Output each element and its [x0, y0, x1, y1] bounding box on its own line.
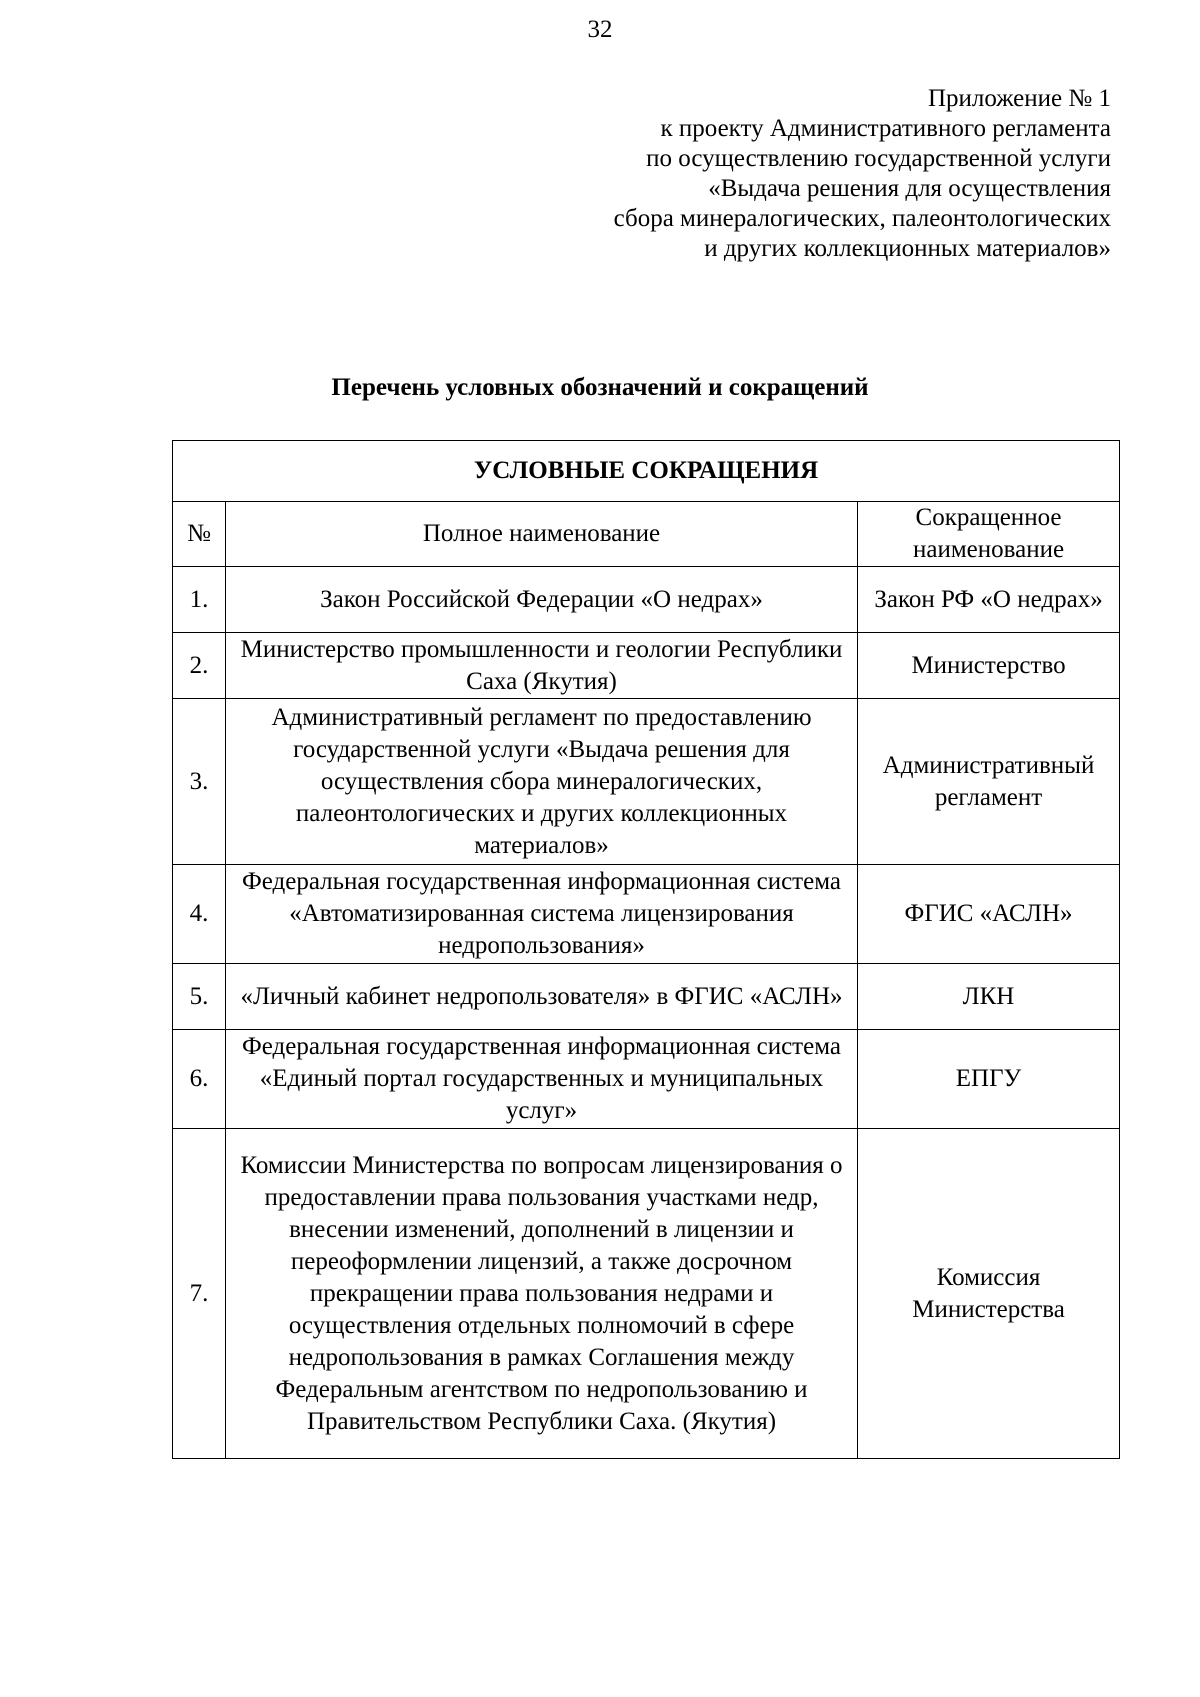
appendix-line: «Выдача решения для осуществления: [708, 175, 1111, 202]
row-num: 5.: [173, 964, 226, 1030]
appendix-line: и других коллекционных материалов»: [704, 235, 1111, 262]
table-row: [173, 633, 1120, 699]
appendix-line: к проекту Административного регламента: [660, 115, 1111, 142]
appendix-line: сбора минералогических, палеонтологических: [613, 205, 1111, 232]
row-short-name: Закон РФ «О недрах»: [858, 567, 1120, 633]
row-full-name: Закон Российской Федерации «О недрах»: [226, 567, 858, 633]
list-title: Перечень условных обозначений и сокращений: [331, 374, 869, 401]
table-row: [173, 1030, 1120, 1129]
header-short-name: Сокращенное наименование: [858, 502, 1120, 567]
header-num: №: [173, 502, 226, 567]
row-full-name: Федеральная государственная информационная система «Автоматизированная система лицензирования недропользования»: [226, 865, 858, 964]
table-row: [173, 865, 1120, 964]
page-number: 32: [587, 16, 613, 43]
table-row: [173, 964, 1120, 1030]
row-full-name: Комиссии Министерства по вопросам лицензирования о предоставлении права пользования участками недр, внесении изменений, дополнений в лицензии и переоформлении лицензий, а также досрочном прекращении права пользования недрами и осуществления отдельных полномочий в сфере недропользования в рамках Соглашения между Федеральным агентством по недропользованию и Правительством Республики Саха. (Якутия): [226, 1129, 858, 1459]
row-full-name: Федеральная государственная информационная система «Единый портал государственных и муниципальных услуг»: [226, 1030, 858, 1129]
table-row: [173, 567, 1120, 633]
row-num: 1.: [173, 567, 226, 633]
row-short-name: ЕПГУ: [858, 1030, 1120, 1129]
table-header-row: [173, 502, 1120, 567]
table-caption: УСЛОВНЫЕ СОКРАЩЕНИЯ: [173, 441, 1120, 502]
appendix-line: по осуществлению государственной услуги: [646, 145, 1111, 172]
row-short-name: ФГИС «АСЛН»: [858, 865, 1120, 964]
table-caption-row: [173, 441, 1120, 502]
row-short-name: Комиссия Министерства: [858, 1129, 1120, 1459]
row-num: 6.: [173, 1030, 226, 1129]
row-num: 7.: [173, 1129, 226, 1459]
table-row: [173, 1129, 1120, 1459]
row-num: 3.: [173, 699, 226, 865]
appendix-header: [391, 84, 1111, 264]
table-row: [173, 699, 1120, 865]
row-full-name: «Личный кабинет недропользователя» в ФГИС «АСЛН»: [226, 964, 858, 1030]
row-short-name: Министерство: [858, 633, 1120, 699]
row-short-name: ЛКН: [858, 964, 1120, 1030]
row-num: 4.: [173, 865, 226, 964]
abbreviations-table: [172, 440, 1120, 1459]
header-full-name: Полное наименование: [226, 502, 858, 567]
appendix-line: Приложение № 1: [927, 85, 1111, 112]
row-short-name: Административный регламент: [858, 699, 1120, 865]
row-full-name: Административный регламент по предоставлению государственной услуги «Выдача решения для осуществления сбора минералогических, палеонтологических и других коллекционных материалов»: [226, 699, 858, 865]
row-full-name: Министерство промышленности и геологии Республики Саха (Якутия): [226, 633, 858, 699]
row-num: 2.: [173, 633, 226, 699]
